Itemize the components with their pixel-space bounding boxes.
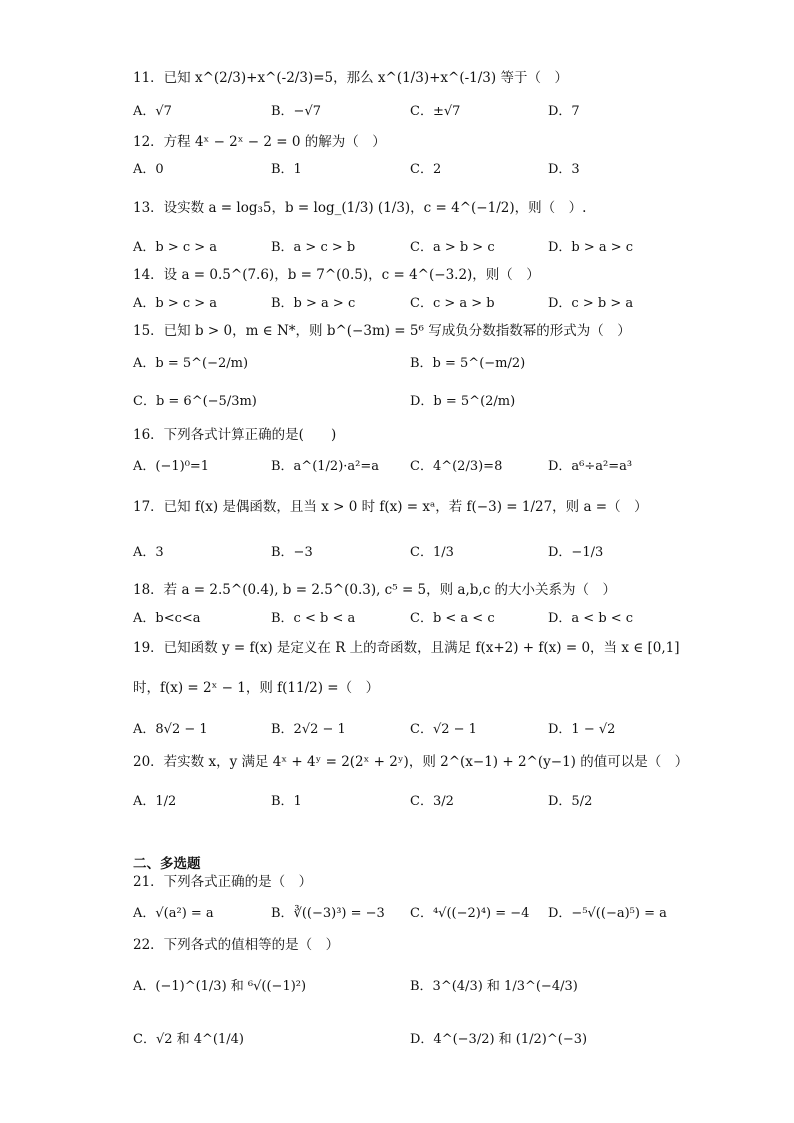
options-22-row1 <box>133 975 693 1003</box>
option-c: C．±√7 <box>410 104 461 119</box>
option-b: B．b = 5^(−m/2) <box>410 356 526 371</box>
options-19 <box>133 718 693 746</box>
option-a: A．(−1)^(1/3) 和 ⁶√((−1)²) <box>133 979 307 994</box>
option-b: B．2√2 − 1 <box>271 722 346 737</box>
option-d: D．a < b < c <box>548 611 634 626</box>
options-18 <box>133 607 693 635</box>
options-17 <box>133 541 693 569</box>
options-15-row1 <box>133 352 693 380</box>
option-c: C．1/3 <box>410 545 454 560</box>
option-b: B．1 <box>271 794 302 809</box>
option-c: C．2 <box>410 162 442 177</box>
option-d: D．−⁵√((−a)⁵) = a <box>548 906 667 921</box>
question-15: 15．已知 b > 0，m ∈ N*，则 b^(−3m) = 5⁶ 写成负分数指数幂的形式为（ ） <box>133 323 631 339</box>
section-heading: 二、多选题 <box>133 856 201 872</box>
option-d: D．b = 5^(2/m) <box>410 394 516 409</box>
options-21 <box>133 902 693 930</box>
question-11: 11．已知 x^(2/3)+x^(-2/3)=5，那么 x^(1/3)+x^(-1/3) 等于（ ） <box>133 70 568 86</box>
option-b: B．−3 <box>271 545 313 560</box>
option-d: D．c > b > a <box>548 296 634 311</box>
option-c: C．c > a > b <box>410 296 495 311</box>
option-c: C．b < a < c <box>410 611 495 626</box>
option-c: C．3/2 <box>410 794 454 809</box>
options-15-row2 <box>133 390 693 418</box>
option-a: A．√(a²) = a <box>133 906 214 921</box>
options-12 <box>133 158 693 186</box>
option-a: A．0 <box>133 162 164 177</box>
question-14: 14．设 a = 0.5^(7.6)，b = 7^(0.5)，c = 4^(−3.2)，则（ ） <box>133 267 540 283</box>
option-a: A．3 <box>133 545 164 560</box>
question-12: 12．方程 4ˣ − 2ˣ − 2 = 0 的解为（ ） <box>133 134 386 150</box>
question-17: 17．已知 f(x) 是偶函数，且当 x > 0 时 f(x) = xᵃ，若 f(−3) = 1/27，则 a =（ ） <box>133 499 648 515</box>
options-16 <box>133 455 693 483</box>
option-a: A．1/2 <box>133 794 177 809</box>
question-19-cont: 时，f(x) = 2ˣ − 1，则 f(11/2) =（ ） <box>133 680 380 696</box>
option-c: C．√2 和 4^(1/4) <box>133 1032 244 1047</box>
option-c: C．√2 − 1 <box>410 722 477 737</box>
option-c: C．b = 6^(−5/3m) <box>133 394 257 409</box>
option-d: D．3 <box>548 162 580 177</box>
option-d: D．a⁶÷a²=a³ <box>548 459 633 474</box>
question-20: 20．若实数 x，y 满足 4ˣ + 4ʸ = 2(2ˣ + 2ʸ)，则 2^(x−1) + 2^(y−1) 的值可以是（ ） <box>133 754 689 770</box>
option-b: B．a > c > b <box>271 240 356 255</box>
option-b: B．a^(1/2)·a²=a <box>271 459 379 474</box>
question-21: 21．下列各式正确的是（ ） <box>133 874 313 890</box>
option-d: D．b > a > c <box>548 240 634 255</box>
options-11 <box>133 100 693 128</box>
option-c: C．⁴√((−2)⁴) = −4 <box>410 906 530 921</box>
option-b: B．3^(4/3) 和 1/3^(−4/3) <box>410 979 578 994</box>
question-19: 19．已知函数 y = f(x) 是定义在 R 上的奇函数，且满足 f(x+2) + f(x) = 0，当 x ∈ [0,1] <box>133 640 680 656</box>
option-d: D．5/2 <box>548 794 593 809</box>
question-18: 18．若 a = 2.5^(0.4), b = 2.5^(0.3), c⁵ = 5，则 a,b,c 的大小关系为（ ） <box>133 582 617 598</box>
option-d: D．1 − √2 <box>548 722 616 737</box>
option-a: A．(−1)⁰=1 <box>133 459 210 474</box>
options-13 <box>133 236 693 264</box>
option-a: A．b<c<a <box>133 611 201 626</box>
option-a: A．b > c > a <box>133 240 218 255</box>
options-22-row2 <box>133 1028 693 1056</box>
question-16: 16．下列各式计算正确的是( ) <box>133 427 337 443</box>
options-14 <box>133 292 693 320</box>
option-b: B．∛((−3)³) = −3 <box>271 906 385 921</box>
option-c: C．a > b > c <box>410 240 495 255</box>
question-13: 13．设实数 a = log₃5，b = log_(1/3) (1/3)，c = 4^(−1/2)，则（ ）. <box>133 200 587 216</box>
option-b: B．1 <box>271 162 302 177</box>
option-a: A．b = 5^(−2/m) <box>133 356 249 371</box>
option-a: A．√7 <box>133 104 172 119</box>
option-d: D．7 <box>548 104 580 119</box>
question-22: 22．下列各式的值相等的是（ ） <box>133 937 340 953</box>
option-d: D．4^(−3/2) 和 (1/2)^(−3) <box>410 1032 588 1047</box>
option-d: D．−1/3 <box>548 545 604 560</box>
options-20 <box>133 790 693 818</box>
option-b: B．−√7 <box>271 104 322 119</box>
option-b: B．c < b < a <box>271 611 356 626</box>
option-a: A．8√2 − 1 <box>133 722 208 737</box>
option-c: C．4^(2/3)=8 <box>410 459 503 474</box>
option-a: A．b > c > a <box>133 296 218 311</box>
option-b: B．b > a > c <box>271 296 356 311</box>
